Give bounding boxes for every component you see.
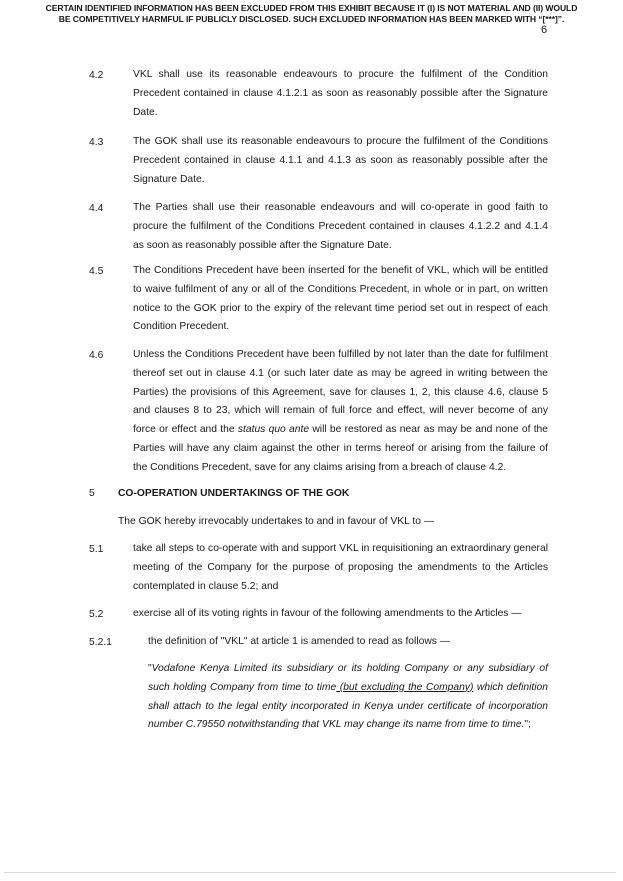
section-intro: The GOK hereby irrevocably undertakes to and in favour of VKL to — [118, 516, 435, 527]
clause-number-4-4: 4.4 [89, 203, 104, 214]
quote-text-part2: which definition shall attach to the legal entity incorporated in Kenya under certificate of incorporation number C.79550 notwithstanding that VKL may change its name from time to time. [148, 681, 548, 731]
clause-number-4-3: 4.3 [89, 137, 104, 148]
bottom-divider [4, 872, 616, 873]
clause-text-5-1: take all steps to co-operate with and support VKL in requisitioning an extraordinary general meeting of the Company for the purpose of proposing the amendments to the Articles contemplated in clause 5.2; and [133, 543, 548, 592]
clause-text-4-2: VKL shall use its reasonable endeavours to procure the fulfilment of the Condition Precedent contained in clause 4.1.2.1 as soon as reasonably possible after the Signature Date. [133, 69, 548, 118]
clause-text-4-6 [133, 346, 548, 478]
confidentiality-header [8, 3, 615, 24]
clause-number-4-6: 4.6 [89, 350, 104, 361]
clause-text-4-6-part2: will be restored as near as may be and none of the Parties will have any claim against the other in terms hereof or arising from the failure of the Conditions Precedent, save for any claims arising from a breach of clause 4.2. [133, 424, 549, 473]
clause-number-4-5: 4.5 [89, 266, 104, 277]
quote-underlined-text: (but excluding the Company) [336, 681, 474, 693]
status-quo-ante-phrase: status quo ante [237, 424, 310, 436]
clause-number-5-2-1: 5.2.1 [89, 637, 112, 648]
clause-number-4-2: 4.2 [89, 70, 104, 81]
quote-open-mark: " [148, 663, 152, 674]
clause-text-4-6-part1: Unless the Conditions Precedent have been fulfilled by not later than the date for fulfilment thereof set out in clause 4.1 (or such later date as may be agreed in writing between the Parties) the provisions of this Agreement, save for clauses 1, 2, this clause 4.6, clause 5 and clauses 8 to 23, which will remain of full force and effect, will never become of any force or effect and the [133, 349, 548, 436]
clause-text-4-4: The Parties shall use their reasonable endeavours and will co-operate in good faith to procure the fulfilment of the Conditions Precedent contained in clauses 4.1.2.2 and 4.1.4 as soon as reasonably possible after the Signature Date. [133, 202, 548, 251]
header-line-1: CERTAIN IDENTIFIED INFORMATION HAS BEEN EXCLUDED FROM THIS EXHIBIT BECAUSE IT (I) IS NOT MATERIAL AND (II) WOULD [45, 3, 578, 13]
quote-text-part1: Vodafone Kenya Limited its subsidiary or its holding Company or any subsidiary of such holding Company from time to time [148, 663, 548, 693]
clause-text-4-3: The GOK shall use its reasonable endeavours to procure the fulfilment of the Conditions Precedent contained in clause 4.1.1 and 4.1.3 as soon as reasonably possible after the Signature Date. [133, 136, 548, 185]
quote-close-mark: "; [524, 719, 531, 731]
clause-text-4-5: The Conditions Precedent have been inserted for the benefit of VKL, which will be entitled to waive fulfilment of any or all of the Conditions Precedent, in whole or in part, on written notice to the GOK prior to the expiry of the relevant time period set out in respect of each Condition Precedent. [133, 265, 548, 333]
page-number: 6 [541, 24, 548, 36]
section-number: 5 [89, 488, 95, 499]
header-line-2: BE COMPETITIVELY HARMFUL IF PUBLICLY DISCLOSED. SUCH EXCLUDED INFORMATION HAS BEEN MARKED WITH “[***]”. [58, 13, 565, 24]
vkl-definition-quote [148, 660, 548, 735]
section-heading: CO-OPERATION UNDERTAKINGS OF THE GOK [118, 488, 350, 499]
clause-number-5-1: 5.1 [89, 544, 104, 555]
clause-text-5-2: exercise all of its voting rights in favour of the following amendments to the Articles — [133, 608, 522, 619]
clause-text-5-2-1: the definition of "VKL" at article 1 is amended to read as follows — [148, 636, 451, 647]
clause-number-5-2: 5.2 [89, 609, 104, 620]
